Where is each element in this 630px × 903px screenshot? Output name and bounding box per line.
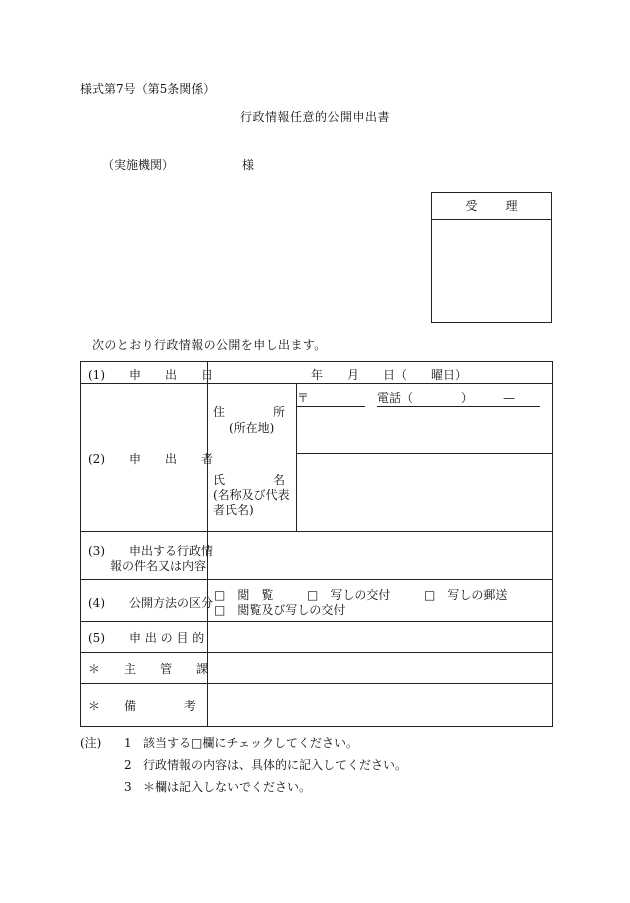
row-divider (81, 621, 552, 622)
note-number: 1 (124, 736, 132, 750)
method-option-mail[interactable]: □ 写しの郵送 (424, 588, 508, 602)
remarks-label: ＊ 備 考 (88, 699, 197, 713)
postal-code-field[interactable] (297, 389, 365, 407)
note-text: 行政情報の内容は、具体的に記入してください。 (143, 758, 408, 772)
address-label: 住 所 (213, 405, 286, 419)
row-divider (81, 531, 552, 532)
receipt-label: 受理 (432, 193, 551, 220)
note-item (80, 754, 407, 776)
note-item (80, 776, 407, 798)
receipt-stamp-box (431, 192, 552, 323)
note-text: ＊欄は記入しないでください。 (143, 780, 312, 794)
method-option-view-and-copy[interactable]: □ 閲覧及び写しの交付 (214, 603, 346, 617)
subject-label-cont: 報の件名又は内容 (110, 559, 207, 573)
purpose-label: (5) 申 出 の 目 的 (88, 631, 205, 645)
form-number: 様式第7号（第5条関係） (80, 82, 216, 96)
applicant-label: (2) 申 出 者 (88, 452, 213, 466)
agency-label: （実施機関） (102, 158, 175, 172)
note-number: 3 (124, 780, 132, 794)
note-text: 該当する□欄にチェックしてください。 (143, 736, 358, 750)
notes-section (80, 732, 407, 798)
intro-text: 次のとおり行政情報の公開を申し出ます。 (92, 338, 327, 352)
row-divider (81, 383, 552, 384)
phone-field[interactable] (377, 389, 540, 407)
row-divider (296, 453, 552, 454)
postal-mark: 〒 (297, 391, 310, 405)
row-divider (81, 683, 552, 684)
page-title: 行政情報任意的公開申出書 (239, 110, 390, 124)
subject-label: (3) 申出する行政情 (88, 544, 213, 558)
application-form-table (80, 361, 553, 727)
date-value: 年 月 日（ 曜日） (311, 368, 468, 382)
method-option-copy[interactable]: □ 写しの交付 (307, 588, 391, 602)
department-label: ＊ 主 管 課 (88, 662, 209, 676)
method-label: (4) 公開方法の区分 (88, 596, 213, 610)
address-sub-label: (所在地) (229, 421, 275, 435)
method-option-view[interactable]: □ 閲 覧 (214, 588, 274, 602)
note-number: 2 (124, 758, 132, 772)
phone-label: 電話（ ） — (377, 391, 516, 405)
name-label: 氏 名 (213, 473, 286, 487)
honorific: 様 (242, 158, 255, 172)
row-divider (81, 652, 552, 653)
note-item (80, 732, 407, 754)
row-divider (81, 579, 552, 580)
name-sub-label-2: 者氏名) (213, 503, 254, 517)
notes-heading: (注) (80, 736, 102, 750)
date-label: (1) 申 出 日 (88, 368, 213, 382)
name-sub-label-1: (名称及び代表 (213, 488, 290, 502)
